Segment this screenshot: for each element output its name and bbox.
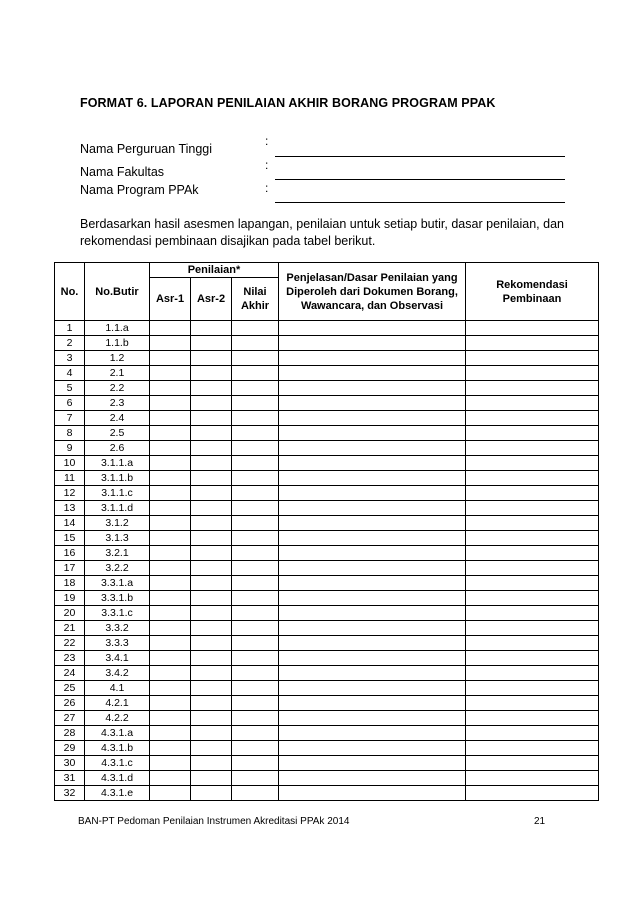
cell-asr-1[interactable] [150, 756, 191, 771]
cell-asr-2[interactable] [191, 516, 232, 531]
header-penilaian: Penilaian* [150, 263, 279, 278]
cell-asr-2[interactable] [191, 501, 232, 516]
cell-rekomendasi[interactable] [466, 501, 599, 516]
table-row [55, 726, 599, 741]
cell-asr-1[interactable] [150, 486, 191, 501]
cell-penjelasan[interactable] [279, 546, 466, 561]
cell-asr-1[interactable] [150, 726, 191, 741]
cell-asr-2[interactable] [191, 456, 232, 471]
cell-no: 28 [55, 726, 85, 741]
cell-asr-1[interactable] [150, 591, 191, 606]
cell-rekomendasi[interactable] [466, 396, 599, 411]
table-row [55, 591, 599, 606]
cell-no: 7 [55, 411, 85, 426]
cell-asr-1[interactable] [150, 381, 191, 396]
cell-asr-1[interactable] [150, 411, 191, 426]
cell-nilai-akhir[interactable] [232, 606, 279, 621]
cell-asr-2[interactable] [191, 681, 232, 696]
cell-butir: 3.4.2 [85, 666, 150, 681]
cell-penjelasan[interactable] [279, 786, 466, 801]
cell-butir: 3.3.2 [85, 621, 150, 636]
cell-penjelasan[interactable] [279, 681, 466, 696]
cell-asr-2[interactable] [191, 426, 232, 441]
cell-nilai-akhir[interactable] [232, 621, 279, 636]
cell-butir: 4.2.1 [85, 696, 150, 711]
cell-asr-2[interactable] [191, 471, 232, 486]
table-row [55, 351, 599, 366]
field-colon: : [265, 181, 269, 195]
cell-no: 4 [55, 366, 85, 381]
cell-butir: 3.1.1.b [85, 471, 150, 486]
cell-penjelasan[interactable] [279, 561, 466, 576]
cell-nilai-akhir[interactable] [232, 456, 279, 471]
cell-butir: 3.1.1.d [85, 501, 150, 516]
cell-asr-2[interactable] [191, 606, 232, 621]
cell-no: 25 [55, 681, 85, 696]
cell-rekomendasi[interactable] [466, 756, 599, 771]
cell-asr-1[interactable] [150, 636, 191, 651]
cell-nilai-akhir[interactable] [232, 756, 279, 771]
cell-butir: 3.3.1.c [85, 606, 150, 621]
cell-no: 22 [55, 636, 85, 651]
cell-nilai-akhir[interactable] [232, 666, 279, 681]
cell-rekomendasi[interactable] [466, 741, 599, 756]
cell-asr-2[interactable] [191, 366, 232, 381]
table-row [55, 486, 599, 501]
cell-butir: 1.2 [85, 351, 150, 366]
cell-asr-2[interactable] [191, 741, 232, 756]
cell-butir: 3.3.1.b [85, 591, 150, 606]
cell-no: 10 [55, 456, 85, 471]
cell-butir: 3.1.3 [85, 531, 150, 546]
cell-butir: 4.3.1.c [85, 756, 150, 771]
cell-penjelasan[interactable] [279, 621, 466, 636]
table-body [55, 321, 599, 801]
cell-rekomendasi[interactable] [466, 561, 599, 576]
cell-rekomendasi[interactable] [466, 591, 599, 606]
cell-penjelasan[interactable] [279, 396, 466, 411]
cell-asr-2[interactable] [191, 711, 232, 726]
table-row [55, 516, 599, 531]
header-no: No. [55, 263, 85, 321]
cell-asr-2[interactable] [191, 336, 232, 351]
table-row [55, 756, 599, 771]
field-label-perguruan-tinggi: Nama Perguruan Tinggi [80, 142, 213, 156]
cell-rekomendasi[interactable] [466, 486, 599, 501]
cell-rekomendasi[interactable] [466, 531, 599, 546]
cell-no: 2 [55, 336, 85, 351]
cell-asr-2[interactable] [191, 756, 232, 771]
cell-penjelasan[interactable] [279, 651, 466, 666]
cell-asr-1[interactable] [150, 456, 191, 471]
cell-butir: 4.3.1.b [85, 741, 150, 756]
cell-no: 15 [55, 531, 85, 546]
header-no-butir: No.Butir [85, 263, 150, 321]
cell-no: 23 [55, 651, 85, 666]
table-row [55, 411, 599, 426]
cell-penjelasan[interactable] [279, 576, 466, 591]
cell-nilai-akhir[interactable] [232, 576, 279, 591]
cell-rekomendasi[interactable] [466, 666, 599, 681]
cell-butir: 3.1.2 [85, 516, 150, 531]
cell-penjelasan[interactable] [279, 636, 466, 651]
cell-penjelasan[interactable] [279, 441, 466, 456]
cell-asr-1[interactable] [150, 666, 191, 681]
field-colon: : [265, 134, 269, 148]
cell-butir: 2.6 [85, 441, 150, 456]
cell-asr-1[interactable] [150, 546, 191, 561]
cell-rekomendasi[interactable] [466, 651, 599, 666]
cell-nilai-akhir[interactable] [232, 351, 279, 366]
cell-asr-1[interactable] [150, 621, 191, 636]
intro-paragraph: Berdasarkan hasil asesmen lapangan, penilaian untuk setiap butir, dasar penilaian, dan rekomendasi pembinaan disajikan pada tabel berikut. [80, 217, 564, 248]
cell-no: 17 [55, 561, 85, 576]
cell-asr-1[interactable] [150, 606, 191, 621]
cell-penjelasan[interactable] [279, 456, 466, 471]
cell-no: 27 [55, 711, 85, 726]
table-row [55, 441, 599, 456]
cell-nilai-akhir[interactable] [232, 441, 279, 456]
cell-asr-1[interactable] [150, 471, 191, 486]
cell-rekomendasi[interactable] [466, 621, 599, 636]
cell-nilai-akhir[interactable] [232, 591, 279, 606]
cell-no: 13 [55, 501, 85, 516]
cell-asr-1[interactable] [150, 441, 191, 456]
table-row [55, 396, 599, 411]
cell-rekomendasi[interactable] [466, 381, 599, 396]
cell-nilai-akhir[interactable] [232, 336, 279, 351]
cell-butir: 2.4 [85, 411, 150, 426]
cell-no: 30 [55, 756, 85, 771]
field-label-fakultas: Nama Fakultas [80, 165, 165, 179]
header-rekomendasi: Rekomendasi Pembinaan [466, 263, 599, 321]
cell-no: 20 [55, 606, 85, 621]
cell-rekomendasi[interactable] [466, 711, 599, 726]
cell-rekomendasi[interactable] [466, 456, 599, 471]
cell-nilai-akhir[interactable] [232, 486, 279, 501]
cell-penjelasan[interactable] [279, 771, 466, 786]
cell-penjelasan[interactable] [279, 696, 466, 711]
cell-penjelasan[interactable] [279, 471, 466, 486]
cell-no: 21 [55, 621, 85, 636]
cell-butir: 4.3.1.e [85, 786, 150, 801]
cell-butir: 2.3 [85, 396, 150, 411]
cell-butir: 3.4.1 [85, 651, 150, 666]
cell-rekomendasi[interactable] [466, 336, 599, 351]
cell-asr-1[interactable] [150, 516, 191, 531]
cell-penjelasan[interactable] [279, 501, 466, 516]
cell-asr-2[interactable] [191, 696, 232, 711]
cell-penjelasan[interactable] [279, 531, 466, 546]
cell-butir: 1.1.b [85, 336, 150, 351]
cell-asr-2[interactable] [191, 351, 232, 366]
cell-asr-2[interactable] [191, 396, 232, 411]
footer-source: BAN-PT Pedoman Penilaian Instrumen Akreditasi PPAk 2014 [78, 816, 350, 827]
cell-nilai-akhir[interactable] [232, 426, 279, 441]
cell-butir: 3.3.3 [85, 636, 150, 651]
cell-asr-1[interactable] [150, 786, 191, 801]
cell-nilai-akhir[interactable] [232, 786, 279, 801]
cell-penjelasan[interactable] [279, 711, 466, 726]
cell-no: 9 [55, 441, 85, 456]
cell-asr-2[interactable] [191, 321, 232, 336]
cell-rekomendasi[interactable] [466, 786, 599, 801]
cell-asr-2[interactable] [191, 381, 232, 396]
cell-penjelasan[interactable] [279, 336, 466, 351]
cell-penjelasan[interactable] [279, 726, 466, 741]
cell-rekomendasi[interactable] [466, 321, 599, 336]
cell-nilai-akhir[interactable] [232, 636, 279, 651]
cell-nilai-akhir[interactable] [232, 366, 279, 381]
cell-nilai-akhir[interactable] [232, 531, 279, 546]
cell-asr-1[interactable] [150, 771, 191, 786]
cell-rekomendasi[interactable] [466, 441, 599, 456]
cell-asr-1[interactable] [150, 396, 191, 411]
header-penjelasan: Penjelasan/Dasar Penilaian yang Diperoleh dari Dokumen Borang, Wawancara, dan Observasi [279, 263, 466, 321]
cell-no: 16 [55, 546, 85, 561]
cell-no: 19 [55, 591, 85, 606]
cell-asr-1[interactable] [150, 366, 191, 381]
table-row [55, 741, 599, 756]
cell-nilai-akhir[interactable] [232, 381, 279, 396]
cell-rekomendasi[interactable] [466, 516, 599, 531]
table-row [55, 546, 599, 561]
cell-no: 29 [55, 741, 85, 756]
table-row [55, 561, 599, 576]
table-row [55, 711, 599, 726]
table-row [55, 531, 599, 546]
cell-no: 32 [55, 786, 85, 801]
cell-nilai-akhir[interactable] [232, 726, 279, 741]
cell-asr-1[interactable] [150, 576, 191, 591]
page-number: 21 [534, 816, 546, 827]
cell-asr-2[interactable] [191, 666, 232, 681]
cell-rekomendasi[interactable] [466, 576, 599, 591]
table-row [55, 576, 599, 591]
header-asr-1: Asr-1 [150, 278, 191, 321]
cell-penjelasan[interactable] [279, 381, 466, 396]
cell-asr-1[interactable] [150, 336, 191, 351]
cell-asr-2[interactable] [191, 651, 232, 666]
cell-no: 26 [55, 696, 85, 711]
cell-butir: 1.1.a [85, 321, 150, 336]
cell-no: 24 [55, 666, 85, 681]
cell-no: 3 [55, 351, 85, 366]
table-row [55, 336, 599, 351]
cell-asr-2[interactable] [191, 411, 232, 426]
cell-nilai-akhir[interactable] [232, 561, 279, 576]
cell-butir: 3.1.1.a [85, 456, 150, 471]
cell-rekomendasi[interactable] [466, 681, 599, 696]
cell-butir: 4.3.1.a [85, 726, 150, 741]
table-row [55, 681, 599, 696]
cell-butir: 4.3.1.d [85, 771, 150, 786]
field-line-program-ppak[interactable] [275, 202, 565, 203]
cell-asr-2[interactable] [191, 591, 232, 606]
table-row [55, 321, 599, 336]
cell-nilai-akhir[interactable] [232, 546, 279, 561]
cell-penjelasan[interactable] [279, 666, 466, 681]
cell-nilai-akhir[interactable] [232, 501, 279, 516]
cell-penjelasan[interactable] [279, 366, 466, 381]
cell-penjelasan[interactable] [279, 486, 466, 501]
cell-asr-1[interactable] [150, 351, 191, 366]
cell-butir: 3.2.2 [85, 561, 150, 576]
cell-no: 18 [55, 576, 85, 591]
cell-rekomendasi[interactable] [466, 606, 599, 621]
cell-rekomendasi[interactable] [466, 471, 599, 486]
cell-penjelasan[interactable] [279, 756, 466, 771]
cell-asr-1[interactable] [150, 711, 191, 726]
cell-penjelasan[interactable] [279, 741, 466, 756]
cell-rekomendasi[interactable] [466, 411, 599, 426]
table-row [55, 501, 599, 516]
cell-asr-2[interactable] [191, 546, 232, 561]
cell-butir: 3.3.1.a [85, 576, 150, 591]
cell-nilai-akhir[interactable] [232, 681, 279, 696]
cell-butir: 4.1 [85, 681, 150, 696]
header-nilai-akhir: Nilai Akhir [232, 278, 279, 321]
cell-penjelasan[interactable] [279, 321, 466, 336]
table-row [55, 771, 599, 786]
cell-nilai-akhir[interactable] [232, 651, 279, 666]
table-row [55, 696, 599, 711]
cell-penjelasan[interactable] [279, 426, 466, 441]
cell-rekomendasi[interactable] [466, 546, 599, 561]
cell-asr-1[interactable] [150, 696, 191, 711]
table-row [55, 366, 599, 381]
table-row [55, 426, 599, 441]
cell-nilai-akhir[interactable] [232, 516, 279, 531]
cell-asr-1[interactable] [150, 501, 191, 516]
cell-no: 14 [55, 516, 85, 531]
cell-penjelasan[interactable] [279, 411, 466, 426]
cell-asr-1[interactable] [150, 426, 191, 441]
cell-asr-1[interactable] [150, 741, 191, 756]
table-row [55, 651, 599, 666]
cell-nilai-akhir[interactable] [232, 711, 279, 726]
table-row [55, 666, 599, 681]
cell-penjelasan[interactable] [279, 591, 466, 606]
cell-penjelasan[interactable] [279, 351, 466, 366]
cell-asr-2[interactable] [191, 531, 232, 546]
cell-no: 11 [55, 471, 85, 486]
cell-nilai-akhir[interactable] [232, 321, 279, 336]
cell-rekomendasi[interactable] [466, 726, 599, 741]
cell-asr-2[interactable] [191, 621, 232, 636]
cell-nilai-akhir[interactable] [232, 471, 279, 486]
cell-rekomendasi[interactable] [466, 771, 599, 786]
cell-asr-1[interactable] [150, 561, 191, 576]
cell-penjelasan[interactable] [279, 516, 466, 531]
cell-penjelasan[interactable] [279, 606, 466, 621]
cell-nilai-akhir[interactable] [232, 396, 279, 411]
cell-rekomendasi[interactable] [466, 636, 599, 651]
cell-rekomendasi[interactable] [466, 351, 599, 366]
cell-no: 5 [55, 381, 85, 396]
cell-asr-2[interactable] [191, 576, 232, 591]
assessment-table [54, 262, 599, 801]
field-label-program-ppak: Nama Program PPAk [80, 183, 199, 197]
field-colon: : [265, 158, 269, 172]
cell-asr-2[interactable] [191, 636, 232, 651]
field-line-perguruan-tinggi[interactable] [275, 156, 565, 157]
cell-butir: 2.2 [85, 381, 150, 396]
cell-nilai-akhir[interactable] [232, 411, 279, 426]
cell-no: 6 [55, 396, 85, 411]
cell-asr-1[interactable] [150, 321, 191, 336]
cell-asr-2[interactable] [191, 441, 232, 456]
cell-asr-2[interactable] [191, 486, 232, 501]
document-title: FORMAT 6. LAPORAN PENILAIAN AKHIR BORANG PROGRAM PPAK [80, 96, 496, 110]
cell-butir: 2.1 [85, 366, 150, 381]
table-row [55, 456, 599, 471]
cell-nilai-akhir[interactable] [232, 696, 279, 711]
cell-no: 8 [55, 426, 85, 441]
table-row [55, 621, 599, 636]
cell-rekomendasi[interactable] [466, 426, 599, 441]
cell-asr-2[interactable] [191, 561, 232, 576]
cell-butir: 4.2.2 [85, 711, 150, 726]
cell-no: 12 [55, 486, 85, 501]
header-asr-2: Asr-2 [191, 278, 232, 321]
cell-rekomendasi[interactable] [466, 696, 599, 711]
table-row [55, 381, 599, 396]
table-row [55, 471, 599, 486]
cell-butir: 3.2.1 [85, 546, 150, 561]
table-row [55, 786, 599, 801]
cell-asr-2[interactable] [191, 771, 232, 786]
cell-asr-1[interactable] [150, 651, 191, 666]
cell-no: 1 [55, 321, 85, 336]
cell-butir: 3.1.1.c [85, 486, 150, 501]
cell-rekomendasi[interactable] [466, 366, 599, 381]
cell-butir: 2.5 [85, 426, 150, 441]
cell-asr-1[interactable] [150, 681, 191, 696]
cell-nilai-akhir[interactable] [232, 741, 279, 756]
table-row [55, 636, 599, 651]
field-line-fakultas[interactable] [275, 179, 565, 180]
cell-nilai-akhir[interactable] [232, 771, 279, 786]
cell-asr-2[interactable] [191, 726, 232, 741]
table-row [55, 606, 599, 621]
cell-no: 31 [55, 771, 85, 786]
cell-asr-1[interactable] [150, 531, 191, 546]
cell-asr-2[interactable] [191, 786, 232, 801]
